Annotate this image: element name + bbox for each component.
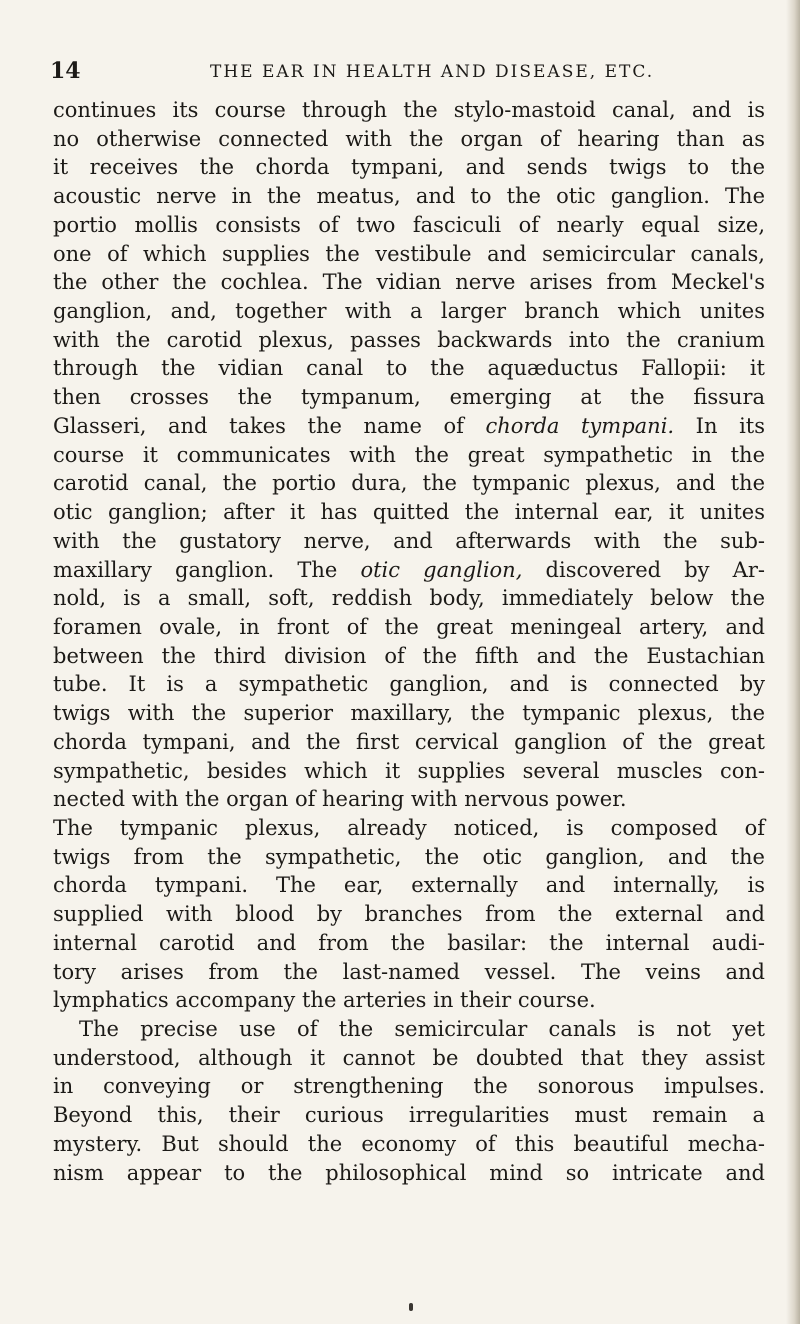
- text-line: The tympanic plexus, already noticed, is composed of: [53, 815, 765, 840]
- text-line: supplied with blood by branches from the external and: [53, 902, 765, 927]
- text-line: foramen ovale, in front of the great meningeal artery, and: [53, 614, 765, 639]
- text-line: portio mollis consists of two fasciculi of nearly equal size,: [53, 212, 765, 237]
- page-edge-shadow: [786, 0, 800, 1324]
- text-line: ganglion, and, together with a larger branch which unites: [53, 299, 765, 324]
- text-line: chorda tympani. The ear, externally and internally, is: [53, 873, 765, 898]
- text-line: with the gustatory nerve, and afterwards with the sub-: [53, 528, 765, 553]
- text-line: The precise use of the semicircular canals is not yet: [79, 1017, 765, 1041]
- text-line: twigs with the superior maxillary, the tympanic plexus, the: [53, 701, 765, 726]
- text-line: in conveying or strengthening the sonorous impulses.: [53, 1074, 765, 1099]
- body-text: [53, 96, 765, 1187]
- print-mark: [409, 1303, 413, 1311]
- text-line: [53, 556, 765, 585]
- text-line: mystery. But should the economy of this beautiful mecha-: [53, 1131, 765, 1156]
- page-header: [50, 58, 750, 88]
- italic-term: otic ganglion,: [360, 557, 523, 582]
- text-segment: maxillary ganglion. The: [53, 557, 361, 582]
- page-number: 14: [50, 58, 81, 84]
- text-line: one of which supplies the vestibule and semicircular canals,: [53, 241, 765, 266]
- text-line: otic ganglion; after it has quitted the internal ear, it unites: [53, 500, 765, 525]
- text-segment: Glasseri, and takes the name of: [53, 413, 486, 438]
- text-line: Beyond this, their curious irregularities must remain a: [53, 1103, 765, 1128]
- text-line: tory arises from the last-named vessel. The veins and: [53, 959, 765, 984]
- text-line: understood, although it cannot be doubted that they assist: [53, 1045, 765, 1070]
- text-segment: In its: [674, 413, 766, 438]
- text-line: continues its course through the stylo-mastoid canal, and is: [53, 98, 765, 122]
- text-line: nism appear to the philosophical mind so intricate and: [53, 1160, 765, 1185]
- text-line: the other the cochlea. The vidian nerve arises from Meckel's: [53, 270, 765, 295]
- text-line: lymphatics accompany the arteries in their course.: [53, 988, 596, 1013]
- text-line: twigs from the sympathetic, the otic ganglion, and the: [53, 844, 765, 869]
- text-line: tube. It is a sympathetic ganglion, and is connected by: [53, 672, 765, 697]
- text-line: carotid canal, the portio dura, the tympanic plexus, and the: [53, 471, 765, 496]
- text-line: with the carotid plexus, passes backwards into the cranium: [53, 327, 765, 352]
- text-line: no otherwise connected with the organ of hearing than as: [53, 126, 765, 151]
- text-line: it receives the chorda tympani, and sends twigs to the: [53, 155, 765, 180]
- italic-term: chorda tympani.: [485, 413, 675, 438]
- text-segment: discovered by Ar-: [522, 557, 765, 582]
- text-line: through the vidian canal to the aquæductus Fallopii: it: [53, 356, 765, 381]
- text-line: chorda tympani, and the first cervical ganglion of the great: [53, 729, 765, 754]
- running-title: THE EAR IN HEALTH AND DISEASE, ETC.: [210, 62, 655, 82]
- text-line: then crosses the tympanum, emerging at the fissura: [53, 385, 765, 410]
- text-line: sympathetic, besides which it supplies several muscles con-: [53, 758, 765, 783]
- text-line: nected with the organ of hearing with nervous power.: [53, 787, 627, 812]
- text-line: [53, 412, 765, 441]
- text-line: between the third division of the fifth and the Eustachian: [53, 643, 765, 668]
- text-line: acoustic nerve in the meatus, and to the otic ganglion. The: [53, 184, 765, 209]
- text-line: internal carotid and from the basilar: the internal audi-: [53, 930, 765, 955]
- text-line: course it communicates with the great sympathetic in the: [53, 442, 765, 467]
- text-line: nold, is a small, soft, reddish body, immediately below the: [53, 586, 765, 611]
